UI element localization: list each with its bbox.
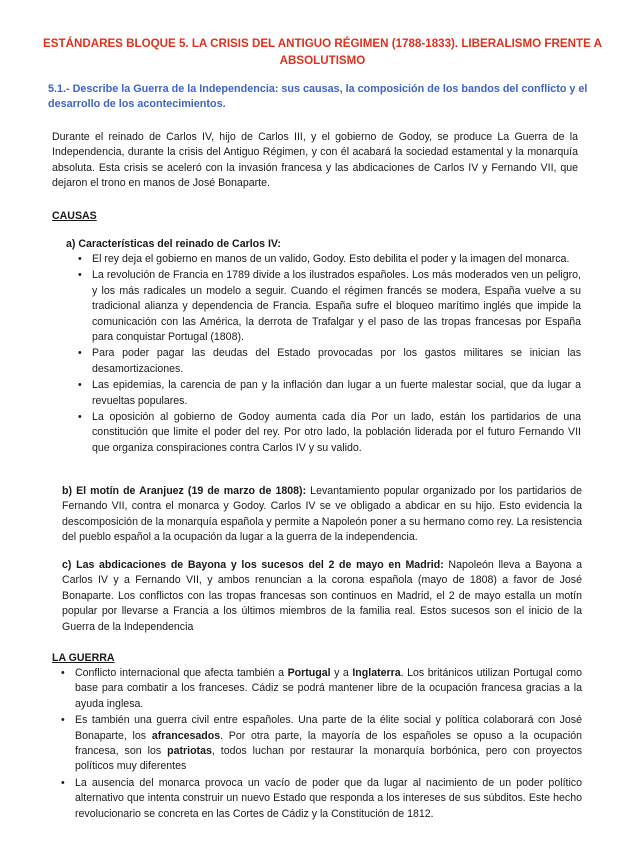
section-a-heading: a) Características del reinado de Carlos IV: xyxy=(66,238,281,250)
guerra-list xyxy=(61,666,582,823)
bullet-icon: • xyxy=(78,411,82,424)
list-item-text: La revolución de Francia en 1789 divide a los ilustrados españoles. Los más moderados ven un peligro, y los más radicales un modelo a seguir. Cuando el régimen francés se modera, España vuelve a su tradicional alianza y dependencia de Francia. España sufre el bloqueo marítimo inglés que impide la comunicación con las América, la derrota de Trafalgar y el paso de las tropas francesas por España para conquistar Portugal (1808). xyxy=(92,269,581,344)
bold-term: patriotas xyxy=(167,745,212,758)
bullet-icon: • xyxy=(61,714,65,727)
section-c-label: c) Las abdicaciones de Bayona y los sucesos del 2 de mayo en Madrid: xyxy=(62,559,444,571)
list-item xyxy=(61,713,582,775)
bold-term: afrancesados xyxy=(151,729,221,742)
bullet-icon: • xyxy=(78,379,82,392)
list-item xyxy=(61,776,582,822)
bullet-icon: • xyxy=(61,667,65,679)
page-title: ESTÁNDARES BLOQUE 5. LA CRISIS DEL ANTIGUO RÉGIMEN (1788-1833). LIBERALISMO FRENTE A ABSOLUTISMO xyxy=(43,37,602,67)
section-b-label: b) El motín de Aranjuez (19 de marzo de 1808): xyxy=(62,485,307,497)
guerra-heading: LA GUERRA xyxy=(52,652,115,664)
list-item-text: Para poder pagar las deudas del Estado provocadas por los gastos militares se inician las desamortizaciones. xyxy=(92,347,581,375)
text-run: . Por otra parte, la mayoría de los españoles se opuso a la ocupación francesa, son los xyxy=(75,729,582,758)
list-item xyxy=(78,252,581,267)
causas-heading: CAUSAS xyxy=(52,210,97,222)
text-run: . Los británicos utilizan Portugal como base para combatir a los franceses. Cádiz se podrá mantener libre de la ocupación francesa gracias a la ayuda inglesa. xyxy=(75,667,582,710)
list-item-text: La ausencia del monarca provoca un vacío de poder que da lugar al nacimiento de un poder político alternativo que intenta construir un nuevo Estado que responda a los intereses de sus súbditos. Este hecho revolucionario se concreta en las Cortes de Cádiz y la Constitución de 1812. xyxy=(75,776,582,820)
section-c-text: Napoleón lleva a Bayona a Carlos IV y a Fernando VII, y ambos renuncian a la corona española (mayo de 1808) a favor de José Bonaparte. Los conflictos con las tropas francesas son continuos en Madrid, el 2 de mayo estalla un motín popular por llevarse a Francia a los últimos miembros de la familia real. Estos sucesos son el inicio de la Guerra de la Independencia xyxy=(62,559,582,633)
list-item xyxy=(78,410,581,456)
bullet-icon: • xyxy=(61,776,65,789)
text-run: , todos luchan por restaurar la monarquía borbónica, pero con proyectos políticos muy diferentes xyxy=(75,745,582,773)
standard-subtitle: 5.1.- Describe la Guerra de la Independencia: sus causas, la composición de los bandos del conflicto y el desarrollo de los acontecimientos. xyxy=(48,83,588,110)
bold-term: Portugal xyxy=(287,667,331,679)
list-item xyxy=(78,378,581,409)
intro-paragraph: Durante el reinado de Carlos IV, hijo de Carlos III, y el gobierno de Godoy, se produce La Guerra de la Independencia, durante la crisis del Antiguo Régimen, y con él acabará la sociedad estamental y la monarquía absoluta. Esta crisis se aceleró con la invasión francesa y las abdicaciones de Carlos IV y Fernando VII, que dejaron el trono en manos de José Bonaparte. xyxy=(52,131,578,190)
list-item-text: El rey deja el gobierno en manos de un valido, Godoy. Esto debilita el poder y la imagen del monarca. xyxy=(92,253,570,265)
bold-term: Inglaterra xyxy=(352,667,401,679)
section-c-paragraph xyxy=(62,558,582,635)
text-run: Es también una guerra civil entre españoles. Una parte de la élite social y política colaborará con José Bonaparte, los xyxy=(75,714,582,742)
text-run: Conflicto internacional que afecta también a xyxy=(75,667,288,679)
bullet-icon: • xyxy=(78,347,82,360)
section-b-text: Levantamiento popular organizado por los partidarios de Fernando VII, contra el monarca y Godoy. Carlos IV se ve obligado a abdicar en su hijo. Esto evidencia la descomposición de la monarquía española y permite a Napoleón poner a su hermano como rey. La resistencia del pueblo español a la ocupación da lugar a la guerra de la independencia. xyxy=(62,485,582,544)
list-item xyxy=(61,666,582,712)
text-run: y a xyxy=(330,667,353,679)
list-item xyxy=(78,346,581,377)
list-item xyxy=(78,268,581,345)
list-item-text: La oposición al gobierno de Godoy aumenta cada día Por un lado, están los partidarios de una constitución que limite el poder del rey. Por otro lado, la población liderada por el futuro Fernando VII que organiza conspiraciones contra Carlos IV y su valido. xyxy=(92,411,581,454)
bullet-icon: • xyxy=(78,253,82,265)
section-b-paragraph xyxy=(62,484,582,546)
list-item-text xyxy=(75,667,582,710)
bullet-icon: • xyxy=(78,269,82,282)
list-item-text: Las epidemias, la carencia de pan y la inflación dan lugar a un fuerte malestar social, que da lugar a revueltas populares. xyxy=(92,379,581,407)
list-item-text xyxy=(75,714,582,772)
section-a-list xyxy=(78,252,581,457)
